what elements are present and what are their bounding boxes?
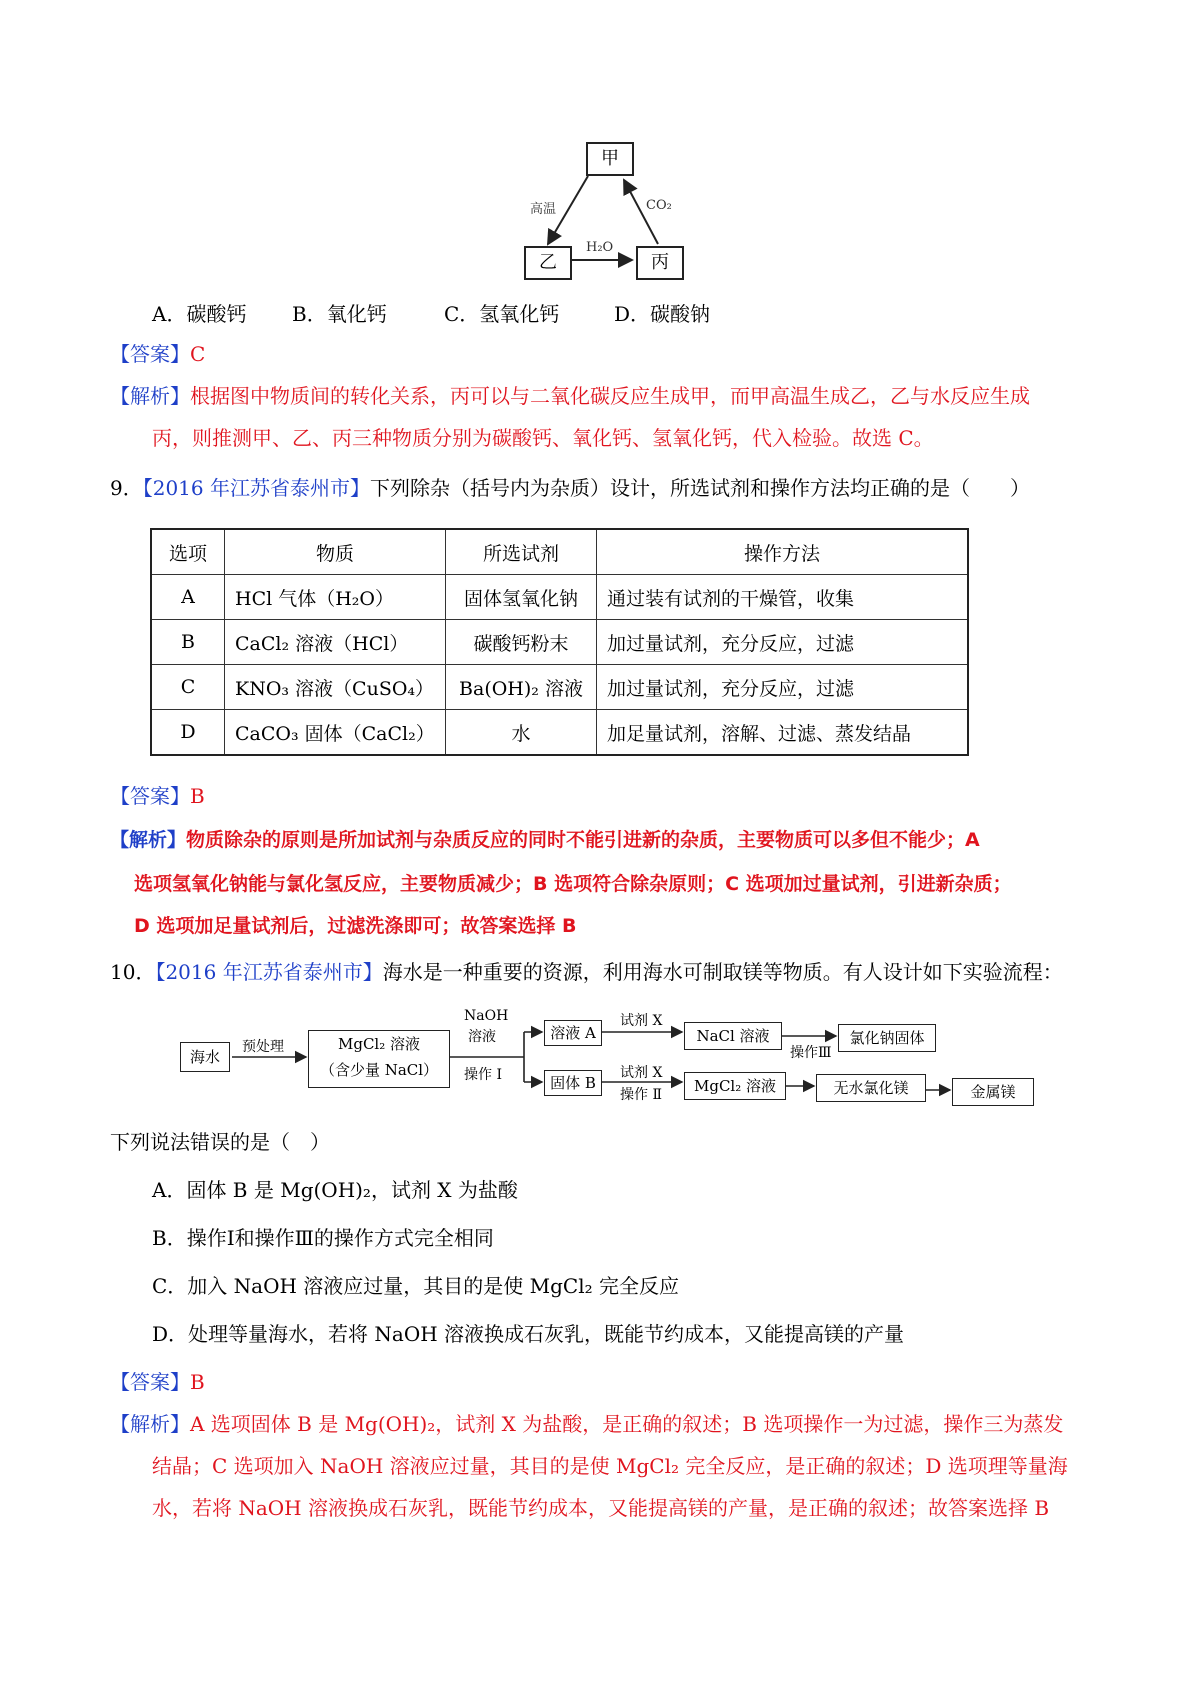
answer-value: B	[190, 784, 205, 808]
table-cell: HCl 气体（H₂O）	[225, 575, 446, 620]
table-cell: CaCO₃ 固体（CaCl₂）	[225, 710, 446, 756]
nacl-solution-box: NaCl 溶液	[684, 1022, 782, 1050]
metal-mg-box: 金属镁	[952, 1078, 1034, 1106]
q10-option-b: B．操作Ⅰ和操作Ⅲ的操作方式完全相同	[152, 1226, 494, 1250]
table-cell: 水	[446, 710, 597, 756]
table-cell: C	[151, 665, 225, 710]
triangle-diagram	[520, 140, 700, 290]
question-source: 【2016 年江苏省泰州市】	[142, 476, 370, 500]
q9-analysis-line2: 选项氢氧化钠能与氯化氢反应，主要物质减少；B 选项符合除杂原则；C 选项加过量试剂，引进新杂质；	[134, 873, 1012, 895]
q8-option-a: A．碳酸钙	[152, 302, 247, 326]
q9-answer	[110, 782, 205, 810]
table-cell: B	[151, 620, 225, 665]
q8-option-d: D．碳酸钠	[614, 302, 711, 326]
question-number: 9．	[110, 476, 143, 500]
naoh-label-1: NaOH	[464, 1008, 509, 1024]
table-cell: CaCl₂ 溶液（HCl）	[225, 620, 446, 665]
mgcl2-mixture-line2: （含少量 NaCl）	[319, 1061, 439, 1079]
solid-b-box: 固体 B	[544, 1070, 602, 1096]
q8-analysis-line2: 丙，则推测甲、乙、丙三种物质分别为碳酸钙、氧化钙、氢氧化钙，代入检验。故选 C。	[152, 426, 934, 450]
q10-answer	[110, 1368, 205, 1396]
analysis-label: 【解析】	[110, 384, 190, 408]
label-high-temp: 高温	[530, 202, 557, 217]
q10-prompt: 下列说法错误的是（ ）	[110, 1130, 330, 1154]
table-cell: KNO₃ 溶液（CuSO₄）	[225, 665, 446, 710]
q10-analysis-line1	[110, 1410, 1063, 1438]
q8-analysis-line1	[110, 382, 1030, 410]
label-co2: CO₂	[646, 198, 672, 213]
reagent-x-top-label: 试剂 X	[620, 1013, 663, 1029]
q9-analysis-line1	[110, 826, 980, 854]
anhydrous-mgcl2-box: 无水氯化镁	[816, 1074, 926, 1102]
reagent-x-bottom-label: 试剂 X	[620, 1065, 663, 1081]
mgcl2-mixture-box	[308, 1030, 450, 1088]
table-cell: D	[151, 710, 225, 756]
op3-label: 操作Ⅲ	[790, 1045, 832, 1061]
q10-stem	[110, 958, 1063, 986]
q10-option-d: D．处理等量海水，若将 NaOH 溶液换成石灰乳，既能节约成本，又能提高镁的产量	[152, 1322, 905, 1346]
q9-analysis-line3: D 选项加足量试剂后，过滤洗涤即可；故答案选择 B	[134, 915, 577, 937]
question-source: 【2016 年江苏省泰州市】	[155, 960, 383, 984]
table-cell: Ba(OH)₂ 溶液	[446, 665, 597, 710]
node-jia: 甲	[586, 142, 634, 176]
mgcl2-solution-box: MgCl₂ 溶液	[684, 1072, 786, 1100]
node-yi: 乙	[524, 246, 572, 280]
mgcl2-mixture-line1: MgCl₂ 溶液	[337, 1035, 421, 1053]
question-number: 10．	[110, 960, 156, 984]
q8-option-c: C．氢氧化钙	[444, 302, 560, 326]
table-cell: 通过装有试剂的干燥管，收集	[597, 575, 969, 620]
question-text: 海水是一种重要的资源，利用海水可制取镁等物质。有人设计如下实验流程：	[382, 960, 1063, 984]
table-cell: 加足量试剂，溶解、过滤、蒸发结晶	[597, 710, 969, 756]
q10-analysis-line2: 结晶；C 选项加入 NaOH 溶液应过量，其目的是使 MgCl₂ 完全反应，是正确的叙述；D 选项理等量海	[152, 1454, 1068, 1478]
flow-diagram	[180, 1010, 1040, 1120]
analysis-label: 【解析】	[110, 829, 187, 851]
analysis-text: A 选项固体 B 是 Mg(OH)₂，试剂 X 为盐酸，是正确的叙述；B 选项操作一为过滤，操作三为蒸发	[190, 1412, 1064, 1436]
op1-label: 操作 Ⅰ	[464, 1067, 502, 1083]
header-cell: 操作方法	[597, 529, 969, 575]
table-cell: 碳酸钙粉末	[446, 620, 597, 665]
analysis-text: 根据图中物质间的转化关系，丙可以与二氧化碳反应生成甲，而甲高温生成乙，乙与水反应生成	[190, 384, 1030, 408]
table-row	[151, 665, 968, 710]
question-text: 下列除杂（括号内为杂质）设计，所选试剂和操作方法均正确的是（ ）	[370, 476, 1030, 500]
label-h2o: H₂O	[586, 240, 614, 255]
header-cell: 物质	[225, 529, 446, 575]
q9-stem	[110, 474, 1030, 502]
answer-label: 【答案】	[110, 1370, 190, 1394]
q10-option-a: A．固体 B 是 Mg(OH)₂，试剂 X 为盐酸	[152, 1178, 518, 1202]
pretreat-label: 预处理	[242, 1039, 284, 1055]
table-row	[151, 620, 968, 665]
nacl-solid-box: 氯化钠固体	[838, 1024, 936, 1052]
solution-a-box: 溶液 A	[544, 1020, 602, 1046]
q8-option-b: B．氧化钙	[292, 302, 387, 326]
table-header-row	[151, 529, 968, 575]
header-cell: 选项	[151, 529, 225, 575]
answer-value: B	[190, 1370, 205, 1394]
node-bing: 丙	[636, 246, 684, 280]
answer-label: 【答案】	[110, 342, 190, 366]
table-cell: 固体氢氧化钠	[446, 575, 597, 620]
table-cell: 加过量试剂，充分反应，过滤	[597, 665, 969, 710]
op2-label: 操作 Ⅱ	[620, 1087, 662, 1103]
answer-value: C	[190, 342, 206, 366]
table-cell: 加过量试剂，充分反应，过滤	[597, 620, 969, 665]
table-row	[151, 710, 968, 756]
analysis-text: 物质除杂的原则是所加试剂与杂质反应的同时不能引进新的杂质，主要物质可以多但不能少；A	[186, 829, 980, 851]
q10-option-c: C．加入 NaOH 溶液应过量，其目的是使 MgCl₂ 完全反应	[152, 1274, 679, 1298]
q10-analysis-line3: 水，若将 NaOH 溶液换成石灰乳，既能节约成本，又能提高镁的产量，是正确的叙述；故答案选择 B	[152, 1496, 1050, 1520]
q9-table	[150, 528, 969, 756]
q8-answer	[110, 340, 205, 368]
table-cell: A	[151, 575, 225, 620]
analysis-label: 【解析】	[110, 1412, 190, 1436]
header-cell: 所选试剂	[446, 529, 597, 575]
naoh-label-2: 溶液	[468, 1029, 496, 1045]
seawater-box: 海水	[180, 1042, 230, 1072]
table-row	[151, 575, 968, 620]
answer-label: 【答案】	[110, 784, 190, 808]
